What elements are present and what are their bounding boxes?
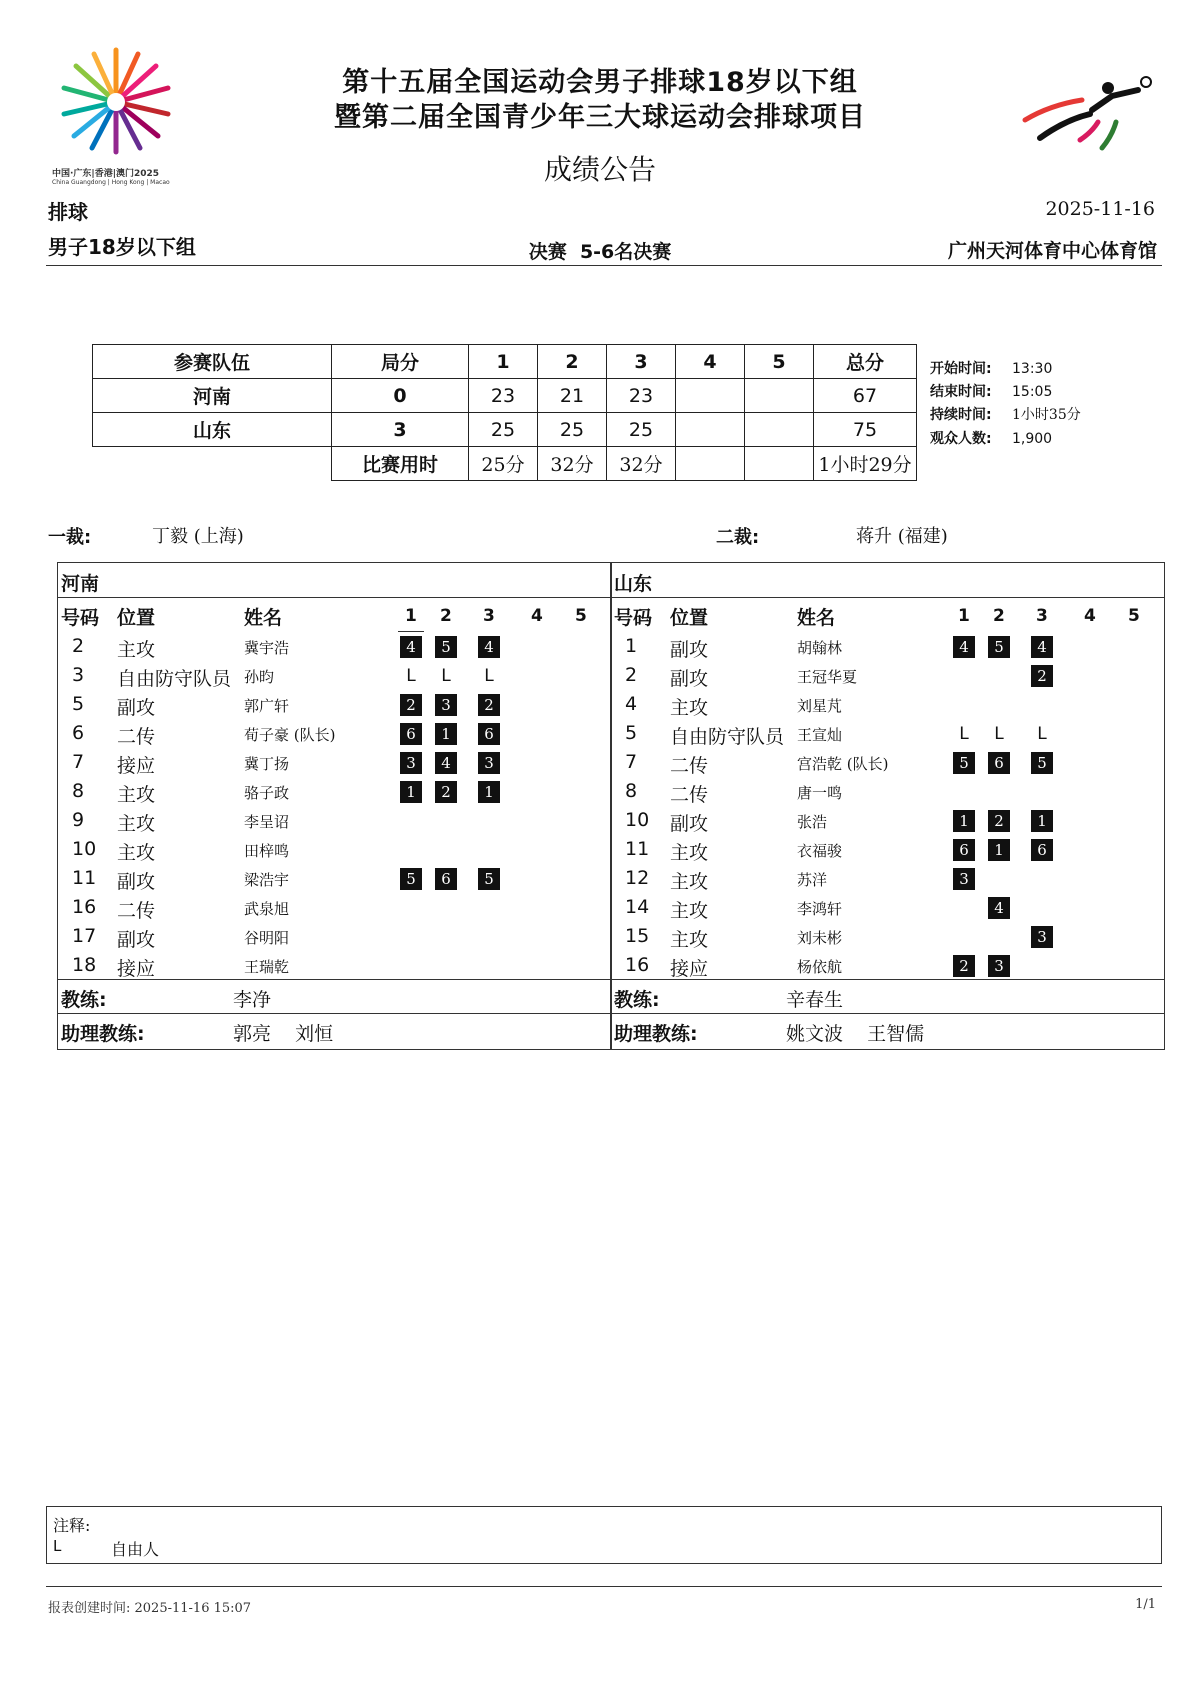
player-row [58, 664, 611, 692]
coach-label: 教练: [614, 989, 660, 1011]
duration-label: 持续时间: [930, 407, 992, 423]
set-score: 25 [538, 413, 607, 447]
header-set-2: 2 [993, 606, 1005, 626]
footer-divider [46, 1586, 1162, 1587]
libero-marker: L [441, 666, 451, 686]
player-position: 主攻 [117, 784, 156, 806]
header-name: 姓名 [797, 607, 836, 629]
header-set-4: 4 [676, 345, 745, 379]
player-position: 主攻 [670, 697, 709, 719]
header-set-2: 2 [538, 345, 607, 379]
player-row [611, 838, 1164, 866]
assistant-coach-row [58, 1013, 611, 1048]
player-position: 接应 [117, 755, 156, 777]
starting-position-box: 5 [435, 636, 457, 658]
total-score: 67 [814, 379, 917, 413]
notes-code: L [53, 1537, 62, 1555]
player-row [611, 751, 1164, 779]
player-number: 17 [72, 925, 97, 947]
player-position: 副攻 [670, 639, 709, 661]
player-name: 武泉旭 [244, 900, 290, 918]
notes-box [46, 1506, 1162, 1564]
set-duration [676, 447, 745, 481]
total-duration: 1小时29分 [814, 447, 917, 481]
venue-label: 广州天河体育中心体育馆 [947, 240, 1157, 262]
start-time-value: 13:30 [1012, 361, 1053, 377]
starting-position-box: 5 [988, 636, 1010, 658]
player-name: 王宣灿 [797, 726, 843, 744]
starting-position-box: 2 [435, 781, 457, 803]
player-position: 副攻 [117, 929, 156, 951]
starting-position-box: 2 [478, 694, 500, 716]
player-position: 接应 [670, 958, 709, 980]
starting-position-box: 1 [1031, 810, 1053, 832]
player-row [58, 954, 611, 982]
header-set-5: 5 [1128, 606, 1140, 626]
player-name: 唐一鸣 [797, 784, 843, 802]
coach-label: 教练: [61, 989, 107, 1011]
team-name: 河南 [93, 379, 332, 413]
set-score [745, 379, 814, 413]
header-number: 号码 [614, 607, 653, 629]
player-number: 8 [72, 780, 85, 802]
header-set-1: 1 [958, 606, 970, 626]
player-row [611, 925, 1164, 953]
libero-marker: L [1037, 724, 1047, 744]
spectators-value: 1,900 [1012, 431, 1053, 447]
player-number: 12 [625, 867, 650, 889]
starting-position-box: 1 [435, 723, 457, 745]
starting-position-box: 4 [953, 636, 975, 658]
phase-label: 决赛 5-6名决赛 [528, 241, 672, 263]
first-referee: 丁毅 (上海) [152, 526, 244, 547]
player-number: 4 [625, 693, 638, 715]
player-number: 5 [72, 693, 85, 715]
player-row [58, 751, 611, 779]
starting-position-box: 2 [400, 694, 422, 716]
starting-position-box: 1 [988, 839, 1010, 861]
player-number: 10 [72, 838, 97, 860]
player-number: 14 [625, 896, 650, 918]
second-referee-label: 二裁: [716, 527, 760, 548]
player-name: 梁浩宇 [244, 871, 290, 889]
set-score: 25 [469, 413, 538, 447]
end-time-value: 15:05 [1012, 384, 1053, 400]
starting-position-box: 6 [478, 723, 500, 745]
starting-position-box: 6 [1031, 839, 1053, 861]
starting-position-box: 3 [988, 955, 1010, 977]
player-position: 二传 [670, 755, 709, 777]
header-set-2: 2 [440, 606, 452, 626]
roster-team-name: 山东 [614, 573, 653, 595]
starting-position-box: 3 [435, 694, 457, 716]
player-row [58, 722, 611, 750]
sets-won: 0 [332, 379, 469, 413]
set-score: 23 [469, 379, 538, 413]
score-table [92, 344, 917, 481]
player-name: 衣福骏 [797, 842, 843, 860]
player-row [58, 809, 611, 837]
player-number: 7 [72, 751, 85, 773]
player-row [58, 896, 611, 924]
starting-position-box: 4 [478, 636, 500, 658]
player-position: 接应 [117, 958, 156, 980]
player-position: 主攻 [670, 871, 709, 893]
header-set-5: 5 [745, 345, 814, 379]
starting-position-box: 4 [400, 636, 422, 658]
player-row [611, 693, 1164, 721]
coach-row [611, 979, 1164, 1014]
starting-position-box: 2 [953, 955, 975, 977]
page-subtitle: 成绩公告 [543, 153, 656, 186]
player-position: 主攻 [117, 813, 156, 835]
player-position: 二传 [117, 900, 156, 922]
sport-label: 排球 [48, 200, 88, 224]
notes-label: 注释: [53, 1516, 91, 1535]
player-position: 主攻 [117, 842, 156, 864]
start-time-label: 开始时间: [930, 361, 992, 377]
player-name: 王冠华夏 [797, 668, 858, 686]
starting-position-box: 6 [435, 868, 457, 890]
volleyball-pictogram [1020, 70, 1160, 160]
assistant-coach-label: 助理教练: [614, 1023, 698, 1045]
score-row-team-b [93, 413, 917, 447]
player-number: 7 [625, 751, 638, 773]
report-date: 2025-11-16 [1045, 198, 1155, 220]
player-row [58, 780, 611, 808]
player-row [58, 925, 611, 953]
header-set-5: 5 [575, 606, 587, 626]
assistant-coach-row [611, 1013, 1164, 1048]
starting-position-box: 1 [478, 781, 500, 803]
set-score [676, 379, 745, 413]
player-name: 李鸿轩 [797, 900, 843, 918]
player-row [611, 896, 1164, 924]
player-number: 10 [625, 809, 650, 831]
libero-marker: L [484, 666, 494, 686]
starting-position-box: 6 [988, 752, 1010, 774]
volleyball-player-icon [1020, 70, 1160, 160]
libero-marker: L [994, 724, 1004, 744]
header-sets-won: 局分 [332, 345, 469, 379]
roster-divider [611, 597, 1164, 598]
player-row [611, 635, 1164, 663]
sets-won: 3 [332, 413, 469, 447]
set-score [676, 413, 745, 447]
start-time [930, 358, 1052, 378]
header-set-1: 1 [469, 345, 538, 379]
player-name: 杨依航 [797, 958, 843, 976]
assistant-coach-names: 姚文波 王智儒 [786, 1023, 925, 1045]
duration-value: 1小时35分 [1012, 407, 1081, 423]
starting-position-box: 4 [435, 752, 457, 774]
player-position: 主攻 [670, 842, 709, 864]
player-row [58, 635, 611, 663]
starting-position-box: 5 [953, 752, 975, 774]
player-position: 自由防守队员 [117, 668, 232, 690]
roster-team-name: 河南 [61, 573, 100, 595]
player-name: 胡翰林 [797, 639, 843, 657]
player-number: 16 [72, 896, 97, 918]
header-set-3: 3 [607, 345, 676, 379]
player-number: 2 [72, 635, 85, 657]
assistant-coach-names: 郭亮 刘恒 [233, 1023, 334, 1045]
player-name: 宫浩乾 (队长) [797, 755, 889, 773]
starting-position-box: 5 [400, 868, 422, 890]
set-score: 23 [607, 379, 676, 413]
player-position: 副攻 [117, 871, 156, 893]
header-set-4: 4 [1084, 606, 1096, 626]
libero-marker: L [406, 666, 416, 686]
player-number: 15 [625, 925, 650, 947]
starting-position-box: 4 [988, 897, 1010, 919]
set-duration: 25分 [469, 447, 538, 481]
player-name: 荀子豪 (队长) [244, 726, 336, 744]
player-name: 刘星芃 [797, 697, 843, 715]
starting-position-box: 2 [1031, 665, 1053, 687]
score-row-team-a [93, 379, 917, 413]
title-line-2: 暨第二届全国青少年三大球运动会排球项目 [334, 102, 866, 133]
header-set-4: 4 [531, 606, 543, 626]
player-position: 自由防守队员 [670, 726, 785, 748]
player-number: 11 [72, 867, 97, 889]
player-name: 骆子政 [244, 784, 290, 802]
header-position: 位置 [670, 607, 709, 629]
player-position: 主攻 [670, 900, 709, 922]
starting-position-box: 2 [988, 810, 1010, 832]
header-set-1: 1 [405, 606, 417, 626]
player-name: 郭广轩 [244, 697, 290, 715]
starting-position-box: 3 [953, 868, 975, 890]
player-position: 副攻 [117, 697, 156, 719]
header-team: 参赛队伍 [93, 345, 332, 379]
first-referee-label: 一裁: [48, 527, 92, 548]
starting-position-box: 3 [1031, 926, 1053, 948]
player-number: 16 [625, 954, 650, 976]
set-score: 21 [538, 379, 607, 413]
player-name: 谷明阳 [244, 929, 290, 947]
end-time [930, 381, 1052, 401]
player-position: 主攻 [117, 639, 156, 661]
player-row [611, 867, 1164, 895]
total-score: 75 [814, 413, 917, 447]
score-header-row [93, 345, 917, 379]
starting-position-box: 1 [953, 810, 975, 832]
logo-text-cn: 中国·广东|香港|澳门2025 [52, 169, 160, 179]
second-referee: 蒋升 (福建) [856, 526, 948, 547]
title-line-1: 第十五届全国运动会男子排球18岁以下组 [342, 67, 858, 98]
team-name: 山东 [93, 413, 332, 447]
player-name: 苏洋 [797, 871, 828, 889]
header-divider [46, 265, 1162, 266]
report-created: 报表创建时间: 2025-11-16 15:07 [48, 1601, 252, 1616]
player-name: 刘未彬 [797, 929, 843, 947]
header-total: 总分 [814, 345, 917, 379]
roster-team-b [610, 562, 1165, 1050]
player-position: 主攻 [670, 929, 709, 951]
player-name: 王瑞乾 [244, 958, 290, 976]
player-number: 11 [625, 838, 650, 860]
set-score [745, 413, 814, 447]
player-number: 6 [72, 722, 85, 744]
header-name: 姓名 [244, 607, 283, 629]
player-row [58, 693, 611, 721]
libero-marker: L [959, 724, 969, 744]
starting-position-box: 5 [478, 868, 500, 890]
player-number: 3 [72, 664, 85, 686]
starting-position-box: 6 [400, 723, 422, 745]
header-position: 位置 [117, 607, 156, 629]
set-score: 25 [607, 413, 676, 447]
player-name: 孙昀 [244, 668, 275, 686]
coach-name: 辛春生 [786, 989, 844, 1011]
player-row [611, 954, 1164, 982]
player-row [611, 722, 1164, 750]
player-position: 二传 [670, 784, 709, 806]
set-1-underline [398, 631, 424, 632]
spectators [930, 428, 1052, 448]
header-number: 号码 [61, 607, 100, 629]
player-number: 18 [72, 954, 97, 976]
end-time-label: 结束时间: [930, 384, 992, 400]
blank-cell [93, 447, 332, 481]
player-row [611, 664, 1164, 692]
player-row [58, 867, 611, 895]
player-row [611, 780, 1164, 808]
player-name: 冀宇浩 [244, 639, 290, 657]
set-duration [745, 447, 814, 481]
starting-position-box: 4 [1031, 636, 1053, 658]
starting-position-box: 3 [478, 752, 500, 774]
player-name: 冀丁扬 [244, 755, 290, 773]
duration-label: 比赛用时 [332, 447, 469, 481]
player-row [58, 838, 611, 866]
set-duration: 32分 [607, 447, 676, 481]
starting-position-box: 5 [1031, 752, 1053, 774]
notes-meaning: 自由人 [111, 1540, 160, 1559]
player-position: 副攻 [670, 668, 709, 690]
player-number: 1 [625, 635, 638, 657]
roster-divider [58, 597, 611, 598]
player-number: 5 [625, 722, 638, 744]
set-duration: 32分 [538, 447, 607, 481]
spectators-label: 观众人数: [930, 431, 992, 447]
roster-team-a [57, 562, 612, 1050]
assistant-coach-label: 助理教练: [61, 1023, 145, 1045]
header-set-3: 3 [483, 606, 495, 626]
player-number: 9 [72, 809, 85, 831]
player-number: 8 [625, 780, 638, 802]
category-label: 男子18岁以下组 [48, 235, 196, 259]
coach-row [58, 979, 611, 1014]
match-duration [930, 404, 1081, 424]
logo-text-en: China Guangdong | Hong Kong | Macao [52, 179, 170, 186]
player-name: 李呈诏 [244, 813, 290, 831]
player-name: 田梓鸣 [244, 842, 290, 860]
player-number: 2 [625, 664, 638, 686]
coach-name: 李净 [233, 989, 272, 1011]
starting-position-box: 6 [953, 839, 975, 861]
starting-position-box: 3 [400, 752, 422, 774]
player-position: 副攻 [670, 813, 709, 835]
player-position: 二传 [117, 726, 156, 748]
starting-position-box: 1 [400, 781, 422, 803]
player-name: 张浩 [797, 813, 828, 831]
duration-row [93, 447, 917, 481]
page-number: 1/1 [1135, 1597, 1156, 1612]
header-set-3: 3 [1036, 606, 1048, 626]
player-row [611, 809, 1164, 837]
